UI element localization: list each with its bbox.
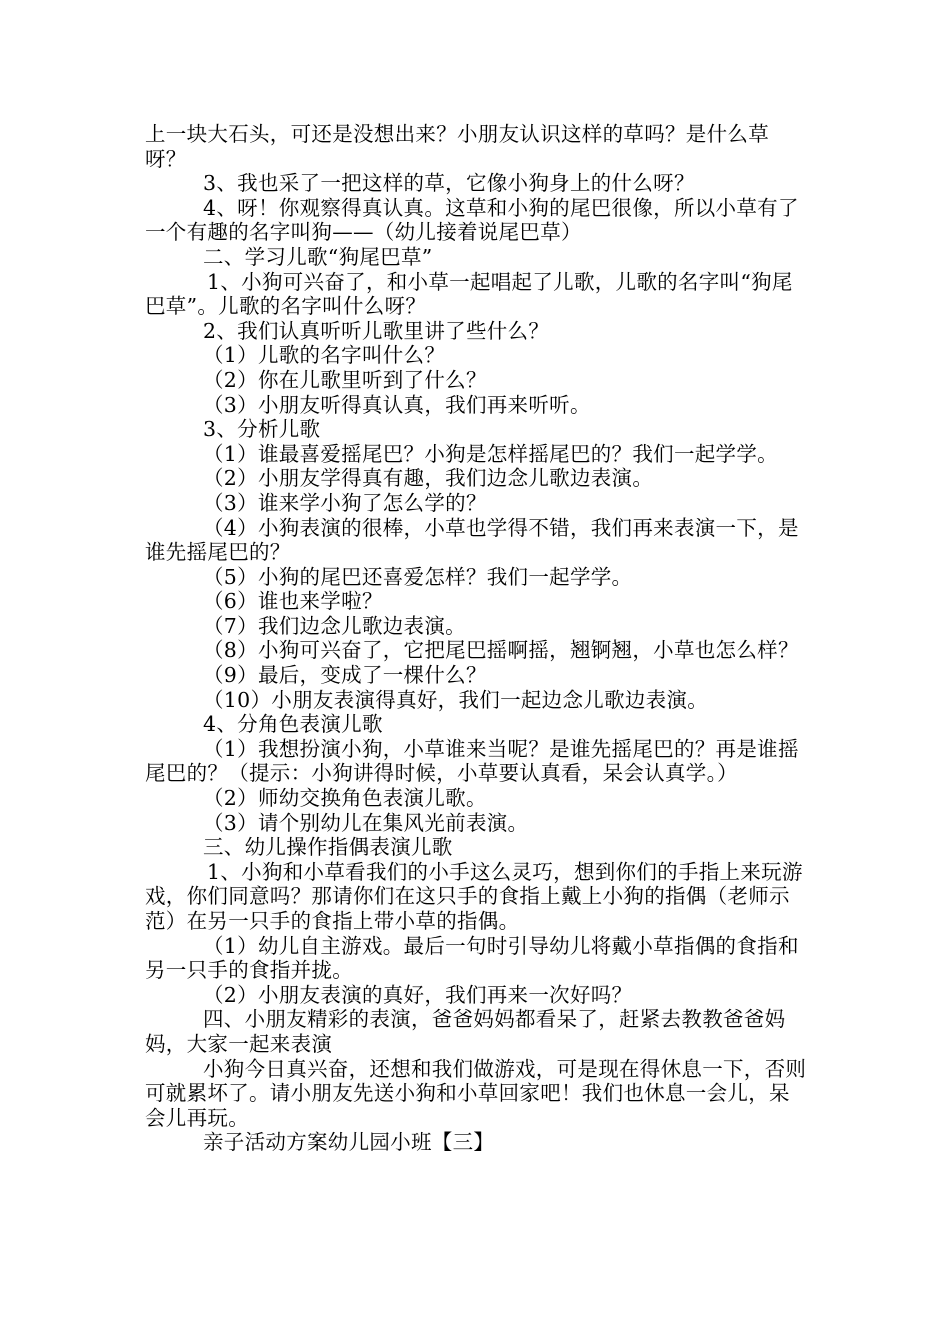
section-heading: 二、学习儿歌“狗尾巴草” (203, 244, 433, 269)
list-item: （1）儿歌的名字叫什么？ (203, 343, 446, 368)
paragraph: 3、我也采了一把这样的草，它像小狗身上的什么呀？ (203, 171, 695, 196)
list-item: （8）小狗可兴奋了，它把尾巴摇啊摇，翘锕翘，小草也怎么样？ (203, 638, 799, 663)
list-item: （3）小朋友听得真认真，我们再来听听。 (203, 392, 591, 417)
paragraph: 3、分析儿歌 (203, 417, 321, 442)
list-item: （1）幼儿自主游戏。最后一句时引导幼儿将戴小草指偶的食指和另一只手的食指并拢。 (145, 933, 799, 983)
paragraph: 4、呀！你观察得真认真。这草和小狗的尾巴很像，所以小草有了一个有趣的名字叫狗——（幼儿接着说尾巴草） (145, 195, 799, 245)
section-title: 亲子活动方案幼儿园小班【三】 (203, 1130, 495, 1155)
list-item: （7）我们边念儿歌边表演。 (203, 613, 466, 638)
paragraph: 4、分角色表演儿歌 (203, 712, 383, 737)
list-item: （1）我想扮演小狗，小草谁来当呢？是谁先摇尾巴的？再是谁摇尾巴的？（提示：小狗讲得时候，小草要认真看，呆会认真学。） (145, 736, 799, 786)
section-heading: 四、小朋友精彩的表演，爸爸妈妈都看呆了，赶紧去教教爸爸妈妈，大家一起来表演 (145, 1007, 786, 1056)
list-item: （9）最后，变成了一棵什么？ (203, 663, 487, 688)
list-item: （4）小狗表演的很棒，小草也学得不错，我们再来表演一下，是谁先摇尾巴的？ (145, 515, 799, 565)
section-heading: 三、幼儿操作指偶表演儿歌 (203, 835, 453, 860)
list-item: （2）师幼交换角色表演儿歌。 (203, 786, 487, 811)
list-item: （10）小朋友表演得真好，我们一起边念儿歌边表演。 (203, 687, 709, 712)
document-body (145, 122, 810, 1155)
list-item: （3）请个别幼儿在集风光前表演。 (203, 810, 529, 835)
list-item: （5）小狗的尾巴还喜爱怎样？我们一起学学。 (203, 564, 633, 589)
list-item: （3）谁来学小狗了怎么学的？ (203, 490, 487, 515)
list-item: （2）你在儿歌里听到了什么？ (203, 367, 487, 392)
list-item: （2）小朋友表演的真好，我们再来一次好吗？ (203, 982, 633, 1007)
list-item: （6）谁也来学啦？ (203, 589, 383, 614)
paragraph: 上一块大石头，可还是没想出来？小朋友认识这样的草吗？是什么草呀？ (145, 122, 769, 171)
list-item: （2）小朋友学得真有趣，我们边念儿歌边表演。 (203, 466, 654, 491)
paragraph: 1、小狗可兴奋了，和小草一起唱起了儿歌，儿歌的名字叫“狗尾巴草”。儿歌的名字叫什么呀？ (145, 269, 793, 319)
paragraph: 1、小狗和小草看我们的小手这么灵巧，想到你们的手指上来玩游戏，你们同意吗？那请你们在这只手的食指上戴上小狗的指偶（老师示范）在另一只手的食指上带小草的指偶。 (145, 859, 803, 933)
list-item: （1）谁最喜爱摇尾巴？小狗是怎样摇尾巴的？我们一起学学。 (203, 441, 778, 466)
paragraph: 小狗今日真兴奋，还想和我们做游戏，可是现在得休息一下，否则可就累坏了。请小朋友先送小狗和小草回家吧！我们也休息一会儿，呆会儿再玩。 (145, 1056, 807, 1130)
paragraph: 2、我们认真听听儿歌里讲了些什么？ (203, 318, 550, 343)
